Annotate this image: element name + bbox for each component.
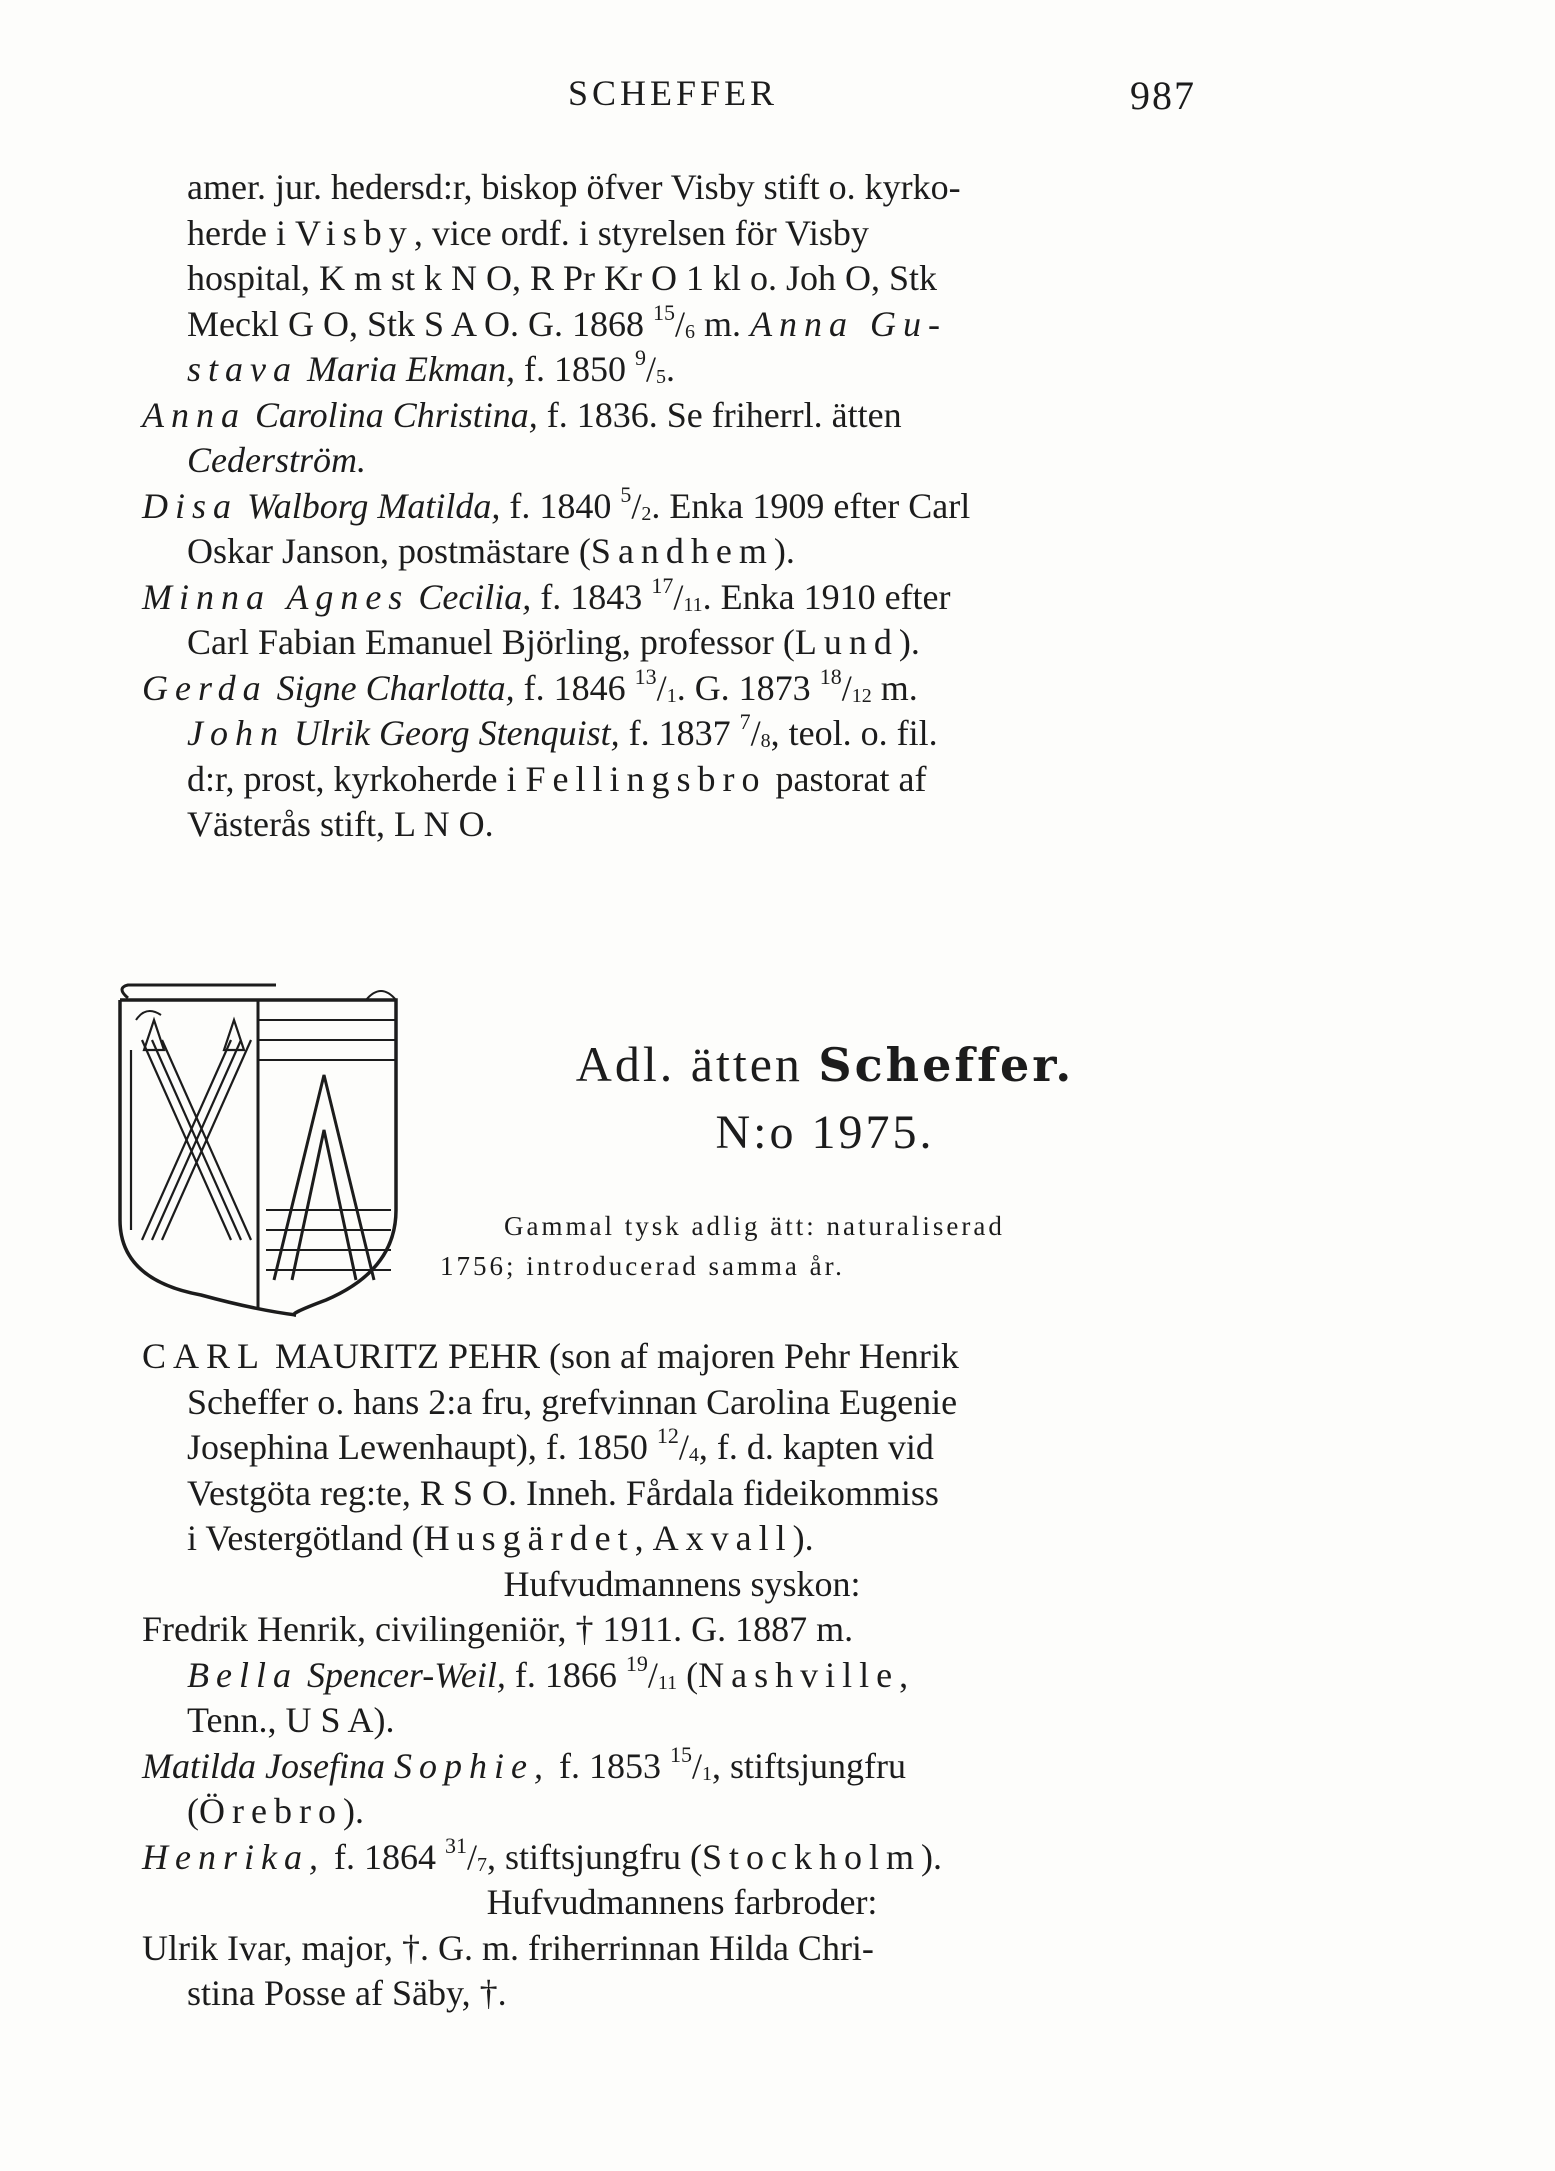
- text-run: , stiftsjungfru: [711, 1745, 906, 1786]
- text-line: [142, 165, 1222, 211]
- text-line: [142, 757, 1222, 803]
- text-line: [142, 1334, 1222, 1380]
- text-run: 11: [657, 1671, 678, 1694]
- family-name: [500, 1035, 1150, 1093]
- text-run: 17: [651, 572, 674, 598]
- text-line: [142, 438, 1222, 484]
- text-run: herde i: [187, 212, 295, 253]
- text-run: Visby: [294, 212, 414, 253]
- text-line: [142, 1832, 1222, 1881]
- text-run: /: [841, 667, 852, 708]
- text-run: 9: [634, 345, 646, 370]
- text-run: [238, 486, 247, 526]
- text-run: Gerda: [142, 667, 268, 708]
- text-run: ,: [899, 1654, 909, 1695]
- text-run: [409, 577, 418, 617]
- text-run: Bella: [187, 1654, 298, 1695]
- text-line: [142, 620, 1222, 666]
- text-line: [142, 299, 1222, 348]
- text-run: /: [647, 1654, 658, 1695]
- family-note-line: Gammal tysk adlig ätt: naturaliserad: [504, 1211, 1005, 1241]
- text-run: ,: [634, 1518, 653, 1558]
- text-run: Ulrik Georg Stenquist,: [293, 713, 620, 753]
- family-name-prefix: Adl. ätten: [575, 1036, 819, 1092]
- text-run: 5: [620, 481, 632, 507]
- text-line: [142, 802, 1222, 848]
- family-entries: [142, 1334, 1222, 2017]
- text-line: [142, 711, 1222, 757]
- text-run: Josephina Lewenhaupt), f. 1850: [187, 1427, 657, 1467]
- text-run: Henrika,: [142, 1836, 325, 1877]
- text-line: [142, 1650, 1222, 1699]
- text-line: [142, 1971, 1222, 2017]
- text-run: 1: [666, 684, 677, 707]
- text-run: , vice ordf. i styrelsen för Visby: [413, 212, 869, 253]
- text-run: Cederström.: [187, 440, 366, 480]
- text-line: [142, 1607, 1222, 1653]
- family-note-line: 1756; introducerad samma år.: [440, 1251, 845, 1281]
- text-line: [142, 1471, 1222, 1517]
- text-run: Axvall: [652, 1518, 793, 1558]
- text-run: .: [665, 349, 675, 389]
- text-run: hospital, K m st k N O, R Pr Kr O 1 kl o. Joh O, Stk: [187, 258, 938, 298]
- text-line: [142, 1562, 1222, 1608]
- text-run: 19: [625, 1650, 648, 1676]
- text-run: 12: [656, 1423, 679, 1448]
- text-run: f. 1850: [514, 349, 635, 389]
- text-line: [142, 1380, 1222, 1426]
- text-run: pastorat af: [766, 758, 927, 799]
- text-run: CARL: [142, 1336, 267, 1376]
- text-line: [142, 1926, 1222, 1972]
- text-run: Nashville: [698, 1654, 900, 1695]
- text-run: m.: [871, 667, 918, 708]
- text-run: Cecilia,: [418, 576, 532, 617]
- coat-of-arms-icon: [106, 980, 406, 1330]
- text-run: Sandhem: [590, 531, 774, 571]
- text-run: 15: [669, 1741, 692, 1767]
- text-run: /: [675, 303, 686, 344]
- text-run: [298, 1655, 307, 1695]
- text-run: . Enka 1910 efter: [702, 576, 951, 617]
- family-name-main: Scheffer.: [818, 1038, 1075, 1092]
- text-run: f. 1840: [500, 485, 621, 526]
- text-line: [142, 481, 1222, 530]
- text-run: 4: [688, 1444, 699, 1466]
- text-run: /: [656, 667, 667, 708]
- text-run: Scheffer o. hans 2:a fru, grefvinnan Carolina Eugenie: [187, 1381, 958, 1422]
- text-run: Oskar Janson, postmästare (: [187, 531, 591, 571]
- text-run: f. 1864: [324, 1836, 445, 1877]
- running-head: SCHEFFER: [568, 73, 779, 113]
- text-line: [142, 529, 1222, 575]
- text-line: [142, 1516, 1222, 1562]
- text-run: [298, 349, 307, 389]
- text-run: Disa: [142, 485, 239, 526]
- text-run: Meckl G O, Stk S A O. G. 1868: [187, 303, 654, 344]
- text-run: /: [673, 576, 684, 617]
- text-run: 7: [739, 709, 751, 734]
- text-run: Sophie,: [393, 1745, 550, 1786]
- text-run: f. 1853: [549, 1745, 670, 1786]
- text-run: 2: [641, 502, 652, 525]
- text-run: ).: [792, 1518, 814, 1558]
- text-run: 7: [476, 1853, 487, 1876]
- text-run: amer. jur. hedersd:r, biskop öfver Visby stift o. kyrko-: [187, 167, 961, 207]
- text-run: f. 1843: [531, 576, 652, 617]
- text-run: Minna Agnes: [142, 576, 410, 617]
- text-run: /: [466, 1836, 477, 1877]
- text-run: f. 1836. Se friherrl. ätten: [537, 394, 902, 435]
- text-line: [142, 1880, 1222, 1926]
- text-run: Carolina Christina,: [255, 394, 538, 435]
- text-run: , f. d. kapten vid: [698, 1427, 934, 1467]
- text-run: MAURITZ PEHR (son af majoren Pehr Henrik: [266, 1336, 959, 1376]
- text-run: d:r, prost, kyrkoherde i: [187, 758, 526, 799]
- text-run: (: [187, 1791, 199, 1831]
- text-run: Matilda Josefina: [142, 1745, 385, 1786]
- text-run: John: [187, 713, 285, 753]
- text-run: Maria Ekman,: [307, 349, 515, 389]
- text-run: Västerås stift, L N O.: [187, 804, 494, 844]
- text-run: Tenn., U S A).: [187, 1700, 395, 1740]
- text-run: 5: [655, 366, 666, 388]
- text-run: , stiftsjungfru (: [486, 1836, 702, 1877]
- text-run: Walborg Matilda,: [247, 485, 501, 526]
- text-run: /: [691, 1745, 702, 1786]
- text-line: [142, 663, 1222, 712]
- text-run: ).: [342, 1791, 364, 1831]
- text-line: [142, 211, 1222, 257]
- text-run: 11: [683, 593, 703, 616]
- text-run: (: [677, 1654, 699, 1695]
- text-run: stava: [187, 349, 298, 389]
- page-header: [0, 72, 1555, 122]
- text-run: 13: [634, 663, 657, 689]
- text-run: Fredrik Henrik, civilingeniör, † 1911. G. 1887 m.: [142, 1609, 854, 1649]
- text-run: Vestgöta reg:te, R S O. Inneh. Fårdala fideikommiss: [187, 1472, 939, 1513]
- text-run: Stockholm: [701, 1836, 921, 1877]
- text-line: [142, 1741, 1222, 1790]
- text-line: [142, 1698, 1222, 1744]
- text-run: m.: [695, 303, 751, 344]
- text-run: 8: [760, 730, 771, 752]
- text-run: f. 1846: [514, 667, 635, 708]
- text-line: [142, 1789, 1222, 1835]
- text-run: Spencer-Weil,: [306, 1654, 506, 1695]
- text-run: 6: [685, 320, 696, 343]
- text-run: . Enka 1909 efter Carl: [651, 485, 971, 526]
- text-run: [246, 395, 255, 435]
- text-run: ).: [920, 1836, 942, 1877]
- text-run: Hufvudmannens syskon:: [503, 1563, 861, 1604]
- text-line: [142, 393, 1222, 439]
- text-run: Husgärdet: [423, 1518, 635, 1558]
- text-run: Ulrik Ivar, major, †. G. m. friherrinnan Hilda Chri-: [142, 1927, 874, 1968]
- text-run: 15: [653, 299, 676, 325]
- text-run: ).: [898, 622, 920, 662]
- family-heading: [500, 1035, 1150, 1160]
- text-run: Anna: [142, 394, 246, 435]
- text-line: [142, 1425, 1222, 1471]
- family-number: N:o 1975.: [715, 1106, 935, 1159]
- text-run: Signe Charlotta,: [276, 667, 515, 708]
- text-run: i Vestergötland (: [187, 1518, 424, 1558]
- text-run: 1: [701, 1762, 712, 1785]
- text-line: [142, 256, 1222, 302]
- text-run: Anna Gu-: [750, 303, 948, 344]
- text-run: , teol. o. fil.: [770, 713, 938, 753]
- text-run: Carl Fabian Emanuel Björling, professor (: [187, 622, 795, 662]
- text-run: /: [631, 485, 642, 526]
- text-run: Hufvudmannens farbroder:: [486, 1882, 878, 1922]
- text-line: [142, 572, 1222, 621]
- text-run: Örebro: [199, 1791, 343, 1831]
- page-number: 987: [1130, 73, 1196, 118]
- text-line: [142, 347, 1222, 393]
- text-run: 18: [819, 663, 842, 689]
- text-run: ).: [773, 531, 795, 571]
- entries-continued: [142, 165, 1222, 848]
- text-run: /: [678, 1427, 689, 1467]
- text-run: stina Posse af Säby, †.: [187, 1973, 507, 2013]
- text-run: [385, 1746, 394, 1786]
- text-run: /: [645, 349, 656, 389]
- text-run: f. 1866: [505, 1654, 626, 1695]
- text-run: f. 1837: [619, 713, 740, 753]
- text-run: [268, 668, 277, 708]
- text-run: 31: [444, 1832, 467, 1858]
- text-run: 12: [851, 684, 872, 707]
- text-run: [285, 713, 294, 753]
- family-note: [440, 1206, 1220, 1286]
- text-run: /: [750, 713, 761, 753]
- text-run: Fellingsbro: [525, 758, 767, 799]
- text-run: Lund: [794, 622, 899, 662]
- text-run: . G. 1873: [676, 667, 820, 708]
